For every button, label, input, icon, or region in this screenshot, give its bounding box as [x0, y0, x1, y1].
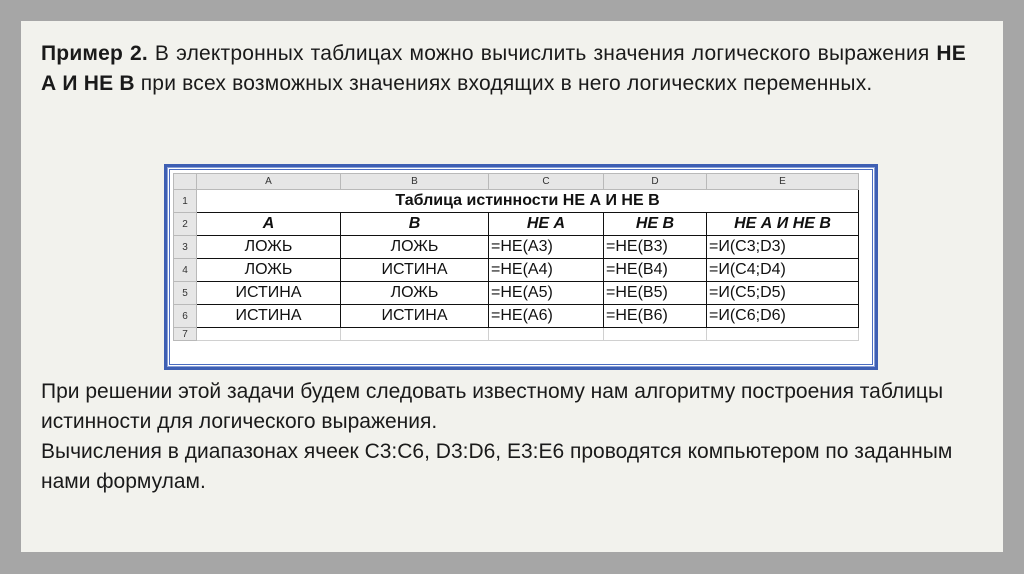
- empty-cell: [707, 328, 859, 341]
- formula-cell: =НЕ(A3): [489, 236, 604, 259]
- row-number: 1: [174, 190, 197, 213]
- table-row: [174, 328, 859, 341]
- table-row: [174, 259, 859, 282]
- header-cell: НЕ А И НЕ В: [707, 213, 859, 236]
- value-cell: ЛОЖЬ: [341, 236, 489, 259]
- header-cell: А: [197, 213, 341, 236]
- row-number: 7: [174, 328, 197, 341]
- table-row: [174, 213, 859, 236]
- value-cell: ЛОЖЬ: [197, 259, 341, 282]
- header-cell: В: [341, 213, 489, 236]
- value-cell: ИСТИНА: [197, 282, 341, 305]
- outro-paragraphs: [41, 377, 971, 497]
- value-cell: ЛОЖЬ: [197, 236, 341, 259]
- formula-cell: =НЕ(A6): [489, 305, 604, 328]
- column-header-a: A: [197, 174, 341, 190]
- empty-cell: [604, 328, 707, 341]
- corner-cell: [174, 174, 197, 190]
- empty-cell: [489, 328, 604, 341]
- table-title-cell: Таблица истинности НЕ А И НЕ В: [197, 190, 859, 213]
- row-number: 4: [174, 259, 197, 282]
- formula-cell: =НЕ(B3): [604, 236, 707, 259]
- formula-cell: =И(C4;D4): [707, 259, 859, 282]
- formula-cell: =НЕ(B5): [604, 282, 707, 305]
- value-cell: ИСТИНА: [341, 259, 489, 282]
- header-cell: НЕ В: [604, 213, 707, 236]
- table-row: [174, 190, 859, 213]
- table-row: [174, 305, 859, 328]
- formula-cell: =И(C6;D6): [707, 305, 859, 328]
- value-cell: ИСТИНА: [197, 305, 341, 328]
- formula-cell: =И(C3;D3): [707, 236, 859, 259]
- table-row: [174, 236, 859, 259]
- outro-paragraph-2: Вычисления в диапазонах ячеек С3:С6, D3:D6, E3:E6 проводятся компьютером по заданным нами формулам.: [41, 440, 953, 493]
- outro-paragraph-1: При решении этой задачи будем следовать известному нам алгоритму построения таблицы истинности для логического выражения.: [41, 380, 944, 433]
- example-label: Пример 2.: [41, 42, 148, 65]
- empty-cell: [197, 328, 341, 341]
- intro-paragraph: [41, 39, 966, 99]
- slide: [21, 21, 1003, 552]
- spreadsheet-grid: [173, 173, 859, 341]
- formula-cell: =НЕ(B4): [604, 259, 707, 282]
- column-header-d: D: [604, 174, 707, 190]
- table-row: [174, 282, 859, 305]
- formula-cell: =И(C5;D5): [707, 282, 859, 305]
- header-cell: НЕ А: [489, 213, 604, 236]
- logical-expression: НЕ А И НЕ В: [41, 42, 966, 95]
- row-number: 5: [174, 282, 197, 305]
- formula-cell: =НЕ(B6): [604, 305, 707, 328]
- row-number: 6: [174, 305, 197, 328]
- column-header-row: [174, 174, 859, 190]
- column-header-b: B: [341, 174, 489, 190]
- spreadsheet-image: [164, 164, 878, 370]
- column-header-e: E: [707, 174, 859, 190]
- empty-cell: [341, 328, 489, 341]
- row-number: 3: [174, 236, 197, 259]
- intro-text-1: В электронных таблицах можно вычислить значения логического выражения: [147, 42, 937, 65]
- value-cell: ИСТИНА: [341, 305, 489, 328]
- formula-cell: =НЕ(A4): [489, 259, 604, 282]
- value-cell: ЛОЖЬ: [341, 282, 489, 305]
- formula-cell: =НЕ(A5): [489, 282, 604, 305]
- column-header-c: C: [489, 174, 604, 190]
- row-number: 2: [174, 213, 197, 236]
- intro-text-2: при всех возможных значениях входящих в него логических переменных.: [134, 72, 873, 95]
